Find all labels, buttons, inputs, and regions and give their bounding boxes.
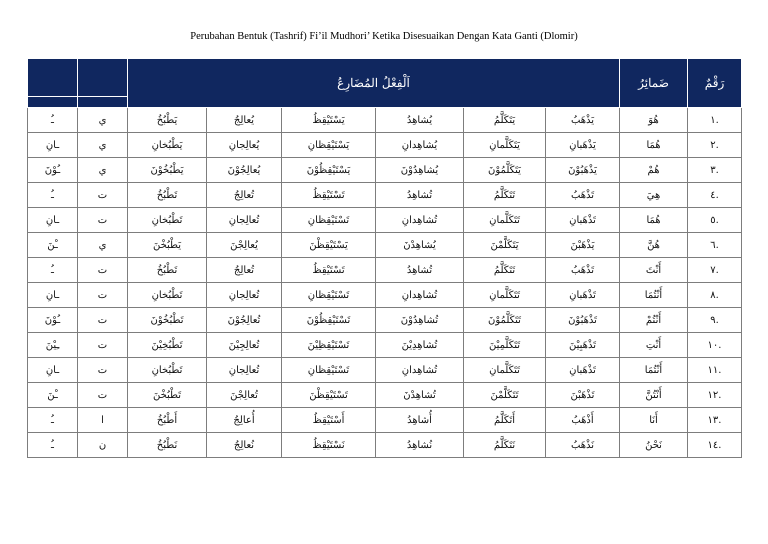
verb-tastayqizh-cell: تَسْتَيْقِظْنَ (282, 383, 376, 408)
table-row (28, 333, 742, 358)
table-row (28, 283, 742, 308)
verb-tatakallam-cell: تَتَكَلَّمُوْنَ (464, 308, 546, 333)
verb-tushahid-cell: تُشاهِدانِ (376, 283, 464, 308)
pronoun-cell: هُمَا (620, 208, 688, 233)
prefix-cell: ت (78, 258, 128, 283)
suffix-cell: ـُوْنَ (28, 308, 78, 333)
verb-tathbukh-cell: يَطْبُخُوْنَ (128, 158, 207, 183)
prefix-cell: ت (78, 283, 128, 308)
verb-tastayqizh-cell: تَسْتَيْقِظانِ (282, 283, 376, 308)
verb-tadzhab-cell: تَذْهَبُ (546, 183, 620, 208)
pronoun-cell: نَحْنُ (620, 433, 688, 458)
number-cell: .١١ (688, 358, 742, 383)
verb-tushahid-cell: تُشاهِدُ (376, 183, 464, 208)
suffix-cell: ـانِ (28, 283, 78, 308)
pronoun-cell: أَنْتُمْ (620, 308, 688, 333)
header-number: رَقْمٌ (688, 59, 742, 108)
verb-tatakallam-cell: يَتَكَلَّمْنَ (464, 233, 546, 258)
prefix-cell: ي (78, 108, 128, 133)
verb-tadzhab-cell: تَذْهَبُوْنَ (546, 308, 620, 333)
number-cell: .١٤ (688, 433, 742, 458)
verb-tathbukh-cell: تَطْبُخُ (128, 258, 207, 283)
verb-tushahid-cell: نُشاهِدُ (376, 433, 464, 458)
table-row (28, 108, 742, 133)
verb-tuaalij-cell: تُعالِجانِ (207, 283, 282, 308)
table-row (28, 208, 742, 233)
number-cell: .٢ (688, 133, 742, 158)
verb-tathbukh-cell: تَطْبُخانِ (128, 358, 207, 383)
verb-tadzhab-cell: يَذْهَبُوْنَ (546, 158, 620, 183)
suffix-cell: ـانِ (28, 133, 78, 158)
verb-tushahid-cell: تُشاهِدانِ (376, 358, 464, 383)
pronoun-cell: هُنَّ (620, 233, 688, 258)
verb-tatakallam-cell: أَتَكَلَّمُ (464, 408, 546, 433)
verb-tuaalij-cell: تُعالِجِيْنَ (207, 333, 282, 358)
verb-tathbukh-cell: تَطْبُخانِ (128, 283, 207, 308)
verb-tathbukh-cell: تَطْبُخْنَ (128, 383, 207, 408)
number-cell: .٥ (688, 208, 742, 233)
verb-tuaalij-cell: تُعالِجانِ (207, 358, 282, 383)
table-row (28, 408, 742, 433)
pronoun-cell: هُمَا (620, 133, 688, 158)
suffix-cell: ـِيْنَ (28, 333, 78, 358)
verb-tastayqizh-cell: تَسْتَيْقِظُ (282, 258, 376, 283)
prefix-cell: ت (78, 333, 128, 358)
verb-tadzhab-cell: تَذْهَبْنَ (546, 383, 620, 408)
verb-tathbukh-cell: يَطْبُخُ (128, 108, 207, 133)
verb-tadzhab-cell: تَذْهَبانِ (546, 358, 620, 383)
verb-tathbukh-cell: أَطْبُخُ (128, 408, 207, 433)
suffix-cell: ـُوْنَ (28, 158, 78, 183)
verb-tatakallam-cell: تَتَكَلَّمِيْنَ (464, 333, 546, 358)
verb-tadzhab-cell: أَذْهَبُ (546, 408, 620, 433)
prefix-cell: ي (78, 133, 128, 158)
verb-tuaalij-cell: تُعالِجُ (207, 258, 282, 283)
verb-tastayqizh-cell: يَسْتَيْقِظُ (282, 108, 376, 133)
verb-tatakallam-cell: نَتَكَلَّمُ (464, 433, 546, 458)
number-cell: .٩ (688, 308, 742, 333)
verb-tuaalij-cell: تُعالِجُوْنَ (207, 308, 282, 333)
verb-tastayqizh-cell: تَسْتَيْقِظُوْنَ (282, 308, 376, 333)
prefix-cell: ت (78, 358, 128, 383)
verb-tuaalij-cell: تُعالِجُ (207, 183, 282, 208)
header-prefix-subcell (78, 97, 128, 108)
prefix-cell: ت (78, 308, 128, 333)
verb-tushahid-cell: تُشاهِدْنَ (376, 383, 464, 408)
verb-tastayqizh-cell: يَسْتَيْقِظُوْنَ (282, 158, 376, 183)
pronoun-cell: أَنْتُنَّ (620, 383, 688, 408)
verb-tadzhab-cell: يَذْهَبانِ (546, 133, 620, 158)
verb-tathbukh-cell: يَطْبُخْنَ (128, 233, 207, 258)
verb-tushahid-cell: يُشاهِدُ (376, 108, 464, 133)
verb-tushahid-cell: تُشاهِدِيْنَ (376, 333, 464, 358)
suffix-cell: ـُ (28, 183, 78, 208)
verb-tatakallam-cell: تَتَكَلَّمانِ (464, 208, 546, 233)
verb-tuaalij-cell: نُعالِجُ (207, 433, 282, 458)
pronoun-cell: هِيَ (620, 183, 688, 208)
verb-tatakallam-cell: تَتَكَلَّمُ (464, 183, 546, 208)
table-row (28, 233, 742, 258)
verb-tatakallam-cell: يَتَكَلَّمُوْنَ (464, 158, 546, 183)
verb-tuaalij-cell: تُعالِجْنَ (207, 383, 282, 408)
prefix-cell: ي (78, 158, 128, 183)
verb-tadzhab-cell: تَذْهَبِيْنَ (546, 333, 620, 358)
verb-tushahid-cell: يُشاهِدْنَ (376, 233, 464, 258)
header-suffix-subcell (28, 97, 78, 108)
prefix-cell: ا (78, 408, 128, 433)
suffix-cell: ـْنَ (28, 383, 78, 408)
verb-tushahid-cell: يُشاهِدانِ (376, 133, 464, 158)
verb-tuaalij-cell: تُعالِجانِ (207, 208, 282, 233)
verb-tastayqizh-cell: أَسْتَيْقِظُ (282, 408, 376, 433)
verb-tastayqizh-cell: تَسْتَيْقِظانِ (282, 208, 376, 233)
header-suffix-cell (28, 59, 78, 97)
number-cell: .٦ (688, 233, 742, 258)
header-pronoun: ضَمائِرُ (620, 59, 688, 108)
table-row (28, 308, 742, 333)
number-cell: .١ (688, 108, 742, 133)
header-verb: اَلْفِعْلُ المُضَارِعُ (128, 59, 620, 108)
verb-tadzhab-cell: نَذْهَبُ (546, 433, 620, 458)
verb-tathbukh-cell: تَطْبُخُوْنَ (128, 308, 207, 333)
verb-tuaalij-cell: يُعالِجْنَ (207, 233, 282, 258)
number-cell: .١٢ (688, 383, 742, 408)
table-row (28, 433, 742, 458)
verb-tatakallam-cell: تَتَكَلَّمْنَ (464, 383, 546, 408)
number-cell: .٨ (688, 283, 742, 308)
verb-tastayqizh-cell: تَسْتَيْقِظانِ (282, 358, 376, 383)
verb-tastayqizh-cell: يَسْتَيْقِظانِ (282, 133, 376, 158)
pronoun-cell: هُوَ (620, 108, 688, 133)
table-row (28, 258, 742, 283)
table-row (28, 358, 742, 383)
verb-tatakallam-cell: تَتَكَلَّمانِ (464, 358, 546, 383)
suffix-cell: ـانِ (28, 208, 78, 233)
pronoun-cell: أَنَا (620, 408, 688, 433)
suffix-cell: ـُ (28, 433, 78, 458)
table-row (28, 383, 742, 408)
verb-tathbukh-cell: تَطْبُخِيْنَ (128, 333, 207, 358)
verb-tatakallam-cell: يَتَكَلَّمُ (464, 108, 546, 133)
verb-tathbukh-cell: تَطْبُخانِ (128, 208, 207, 233)
number-cell: .٧ (688, 258, 742, 283)
suffix-cell: ـُ (28, 258, 78, 283)
suffix-cell: ـْنَ (28, 233, 78, 258)
verb-tadzhab-cell: يَذْهَبْنَ (546, 233, 620, 258)
prefix-cell: ن (78, 433, 128, 458)
verb-tadzhab-cell: يَذْهَبُ (546, 108, 620, 133)
verb-tushahid-cell: يُشاهِدُوْنَ (376, 158, 464, 183)
prefix-cell: ت (78, 383, 128, 408)
verb-tastayqizh-cell: نَسْتَيْقِظُ (282, 433, 376, 458)
verb-tatakallam-cell: تَتَكَلَّمانِ (464, 283, 546, 308)
number-cell: .٣ (688, 158, 742, 183)
verb-tatakallam-cell: تَتَكَلَّمُ (464, 258, 546, 283)
prefix-cell: ت (78, 208, 128, 233)
header-prefix-cell (78, 59, 128, 97)
number-cell: .١٠ (688, 333, 742, 358)
verb-tuaalij-cell: يُعالِجُوْنَ (207, 158, 282, 183)
suffix-cell: ـُ (28, 408, 78, 433)
verb-tushahid-cell: تُشاهِدُ (376, 258, 464, 283)
verb-tuaalij-cell: يُعالِجُ (207, 108, 282, 133)
pronoun-cell: أَنْتُمَا (620, 283, 688, 308)
verb-tadzhab-cell: تَذْهَبُ (546, 258, 620, 283)
verb-tuaalij-cell: يُعالِجانِ (207, 133, 282, 158)
table-row (28, 158, 742, 183)
pronoun-cell: أَنْتُمَا (620, 358, 688, 383)
pronoun-cell: أَنْتِ (620, 333, 688, 358)
verb-tadzhab-cell: تَذْهَبانِ (546, 208, 620, 233)
verb-tathbukh-cell: تَطْبُخُ (128, 183, 207, 208)
pronoun-cell: أَنْتَ (620, 258, 688, 283)
verb-tathbukh-cell: نَطْبُخُ (128, 433, 207, 458)
prefix-cell: ت (78, 183, 128, 208)
verb-tushahid-cell: تُشاهِدانِ (376, 208, 464, 233)
document-title: Perubahan Bentuk (Tashrif) Fi’il Mudhori’ Ketika Disesuaikan Dengan Kata Ganti (Dlomir) (190, 31, 578, 42)
verb-tuaalij-cell: أُعالِجُ (207, 408, 282, 433)
verb-tushahid-cell: تُشاهِدُوْنَ (376, 308, 464, 333)
table-row (28, 183, 742, 208)
verb-tastayqizh-cell: تَسْتَيْقِظُ (282, 183, 376, 208)
table-header-row (28, 59, 742, 97)
verb-tathbukh-cell: يَطْبُخانِ (128, 133, 207, 158)
number-cell: .٤ (688, 183, 742, 208)
table-row (28, 133, 742, 158)
number-cell: .١٣ (688, 408, 742, 433)
verb-tatakallam-cell: يَتَكَلَّمانِ (464, 133, 546, 158)
suffix-cell: ـانِ (28, 358, 78, 383)
verb-tushahid-cell: أُشاهِدُ (376, 408, 464, 433)
verb-tadzhab-cell: تَذْهَبانِ (546, 283, 620, 308)
prefix-cell: ي (78, 233, 128, 258)
verb-tastayqizh-cell: تَسْتَيْقِظِيْنَ (282, 333, 376, 358)
conjugation-table (27, 58, 742, 458)
verb-tastayqizh-cell: يَسْتَيْقِظْنَ (282, 233, 376, 258)
pronoun-cell: هُمْ (620, 158, 688, 183)
suffix-cell: ـُ (28, 108, 78, 133)
